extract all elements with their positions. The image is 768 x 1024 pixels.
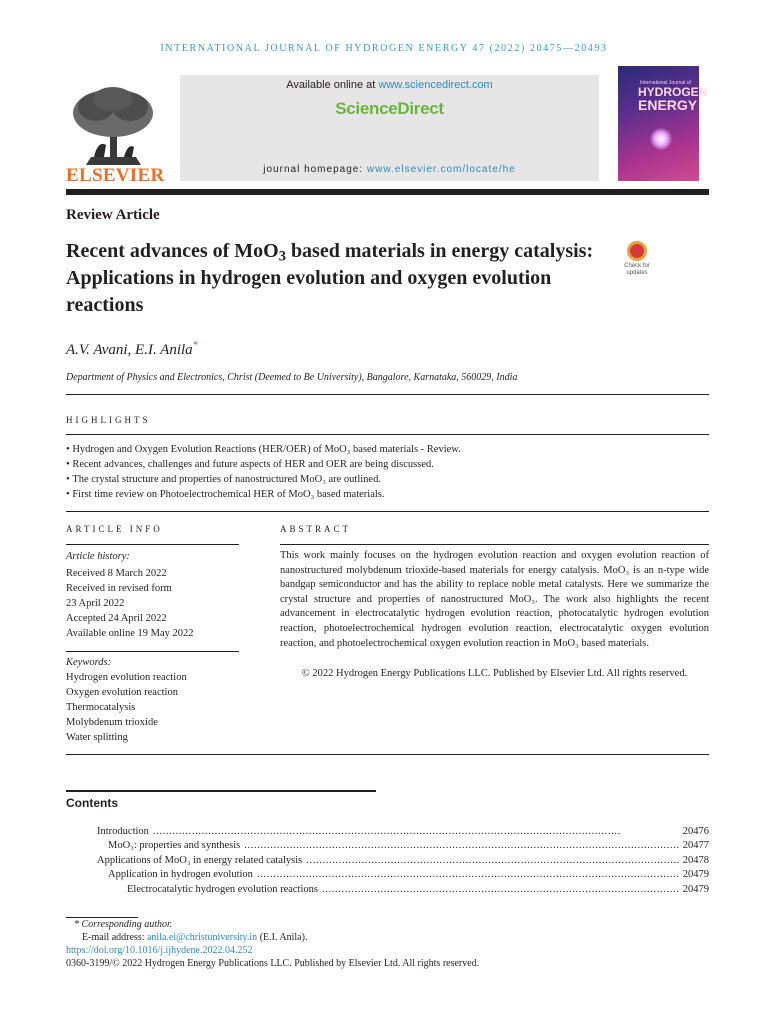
toc-label: Applications of MoO₃ in energy related catalysis bbox=[97, 855, 303, 866]
abstract-heading: ABSTRACT bbox=[280, 524, 352, 534]
keywords-label: Keywords: bbox=[66, 657, 112, 668]
abstract-copyright: © 2022 Hydrogen Energy Publications LLC. Published by Elsevier Ltd. All rights reserved. bbox=[301, 668, 688, 679]
divider bbox=[280, 544, 709, 545]
toc-leader bbox=[306, 854, 679, 868]
article-type: Review Article bbox=[66, 207, 160, 223]
cover-glow-graphic bbox=[650, 128, 672, 150]
check-for-updates-button[interactable] bbox=[620, 241, 654, 279]
divider bbox=[66, 544, 239, 545]
keyword: Thermocatalysis bbox=[66, 702, 136, 713]
toc-page: 20478 bbox=[682, 855, 709, 866]
available-online-line bbox=[180, 79, 599, 91]
toc-page: 20479 bbox=[682, 884, 709, 895]
email-suffix: (E.I. Anila). bbox=[257, 932, 308, 943]
history-entry: Received 8 March 2022 bbox=[66, 568, 167, 579]
article-info-heading: ARTICLE INFO bbox=[66, 524, 163, 534]
journal-homepage-line bbox=[180, 164, 599, 175]
toc-label: Introduction bbox=[97, 826, 149, 837]
cover-title-line1: HYDROGEN bbox=[638, 85, 708, 99]
authors-text: A.V. Avani, E.I. Anila bbox=[66, 342, 193, 358]
toc-leader bbox=[244, 839, 678, 853]
article-history bbox=[66, 566, 194, 641]
toc-label: Electrocatalytic hydrogen evolution reactions bbox=[127, 884, 318, 895]
check-updates-icon bbox=[627, 241, 647, 261]
title-part-2: based materials in energy catalysis: Applications in hydrogen evolution and oxygen evolution reactions bbox=[66, 240, 594, 316]
corresponding-author-note: * Corresponding author. bbox=[74, 919, 173, 930]
keyword: Molybdenum trioxide bbox=[66, 717, 158, 728]
journal-header-line: INTERNATIONAL JOURNAL OF HYDROGEN ENERGY 47 (2022) 20475—20493 bbox=[160, 43, 608, 54]
toc-page: 20476 bbox=[682, 826, 709, 837]
abstract-text: This work mainly focuses on the hydrogen evolution reaction and oxygen evolution reaction of nanostructured molybdenum trioxide-based materials for energy catalysis. MoO₃ is an n-type wide bandgap semiconductor and has the ability to replace noble metal catalysts. Here we summarize the crystal structure and properties of nanostructured MoO₃. The work also highlights the recent advancement in electrocatalytic hydrogen evolution reaction, photocatalytic hydrogen evolution reaction, photoelectrochemical hydrogen evolution reaction, electrocatalytic oxygen evolution reaction, and photoelectrochemical oxygen evolution reaction in MoO₃ based materials. bbox=[280, 550, 709, 649]
divider bbox=[66, 394, 709, 395]
keyword: Hydrogen evolution reaction bbox=[66, 672, 187, 683]
divider bbox=[66, 434, 709, 435]
email-link[interactable]: anila.ei@christuniversity.in bbox=[146, 932, 258, 943]
journal-homepage-link[interactable]: www.elsevier.com/locate/he bbox=[366, 164, 516, 175]
issn-copyright: 0360-3199/© 2022 Hydrogen Energy Publications LLC. Published by Elsevier Ltd. All rights reserved. bbox=[66, 958, 480, 969]
history-entry: Accepted 24 April 2022 bbox=[66, 613, 167, 624]
toc-label: MoO₃: properties and synthesis bbox=[108, 840, 241, 851]
toc-entry-introduction[interactable] bbox=[97, 825, 709, 839]
toc-leader bbox=[257, 868, 679, 882]
toc-entry-applications[interactable] bbox=[97, 854, 709, 868]
sciencedirect-wordmark: ScienceDirect bbox=[335, 99, 444, 118]
contents-rule bbox=[66, 790, 376, 792]
highlight-item: • First time review on Photoelectrochemical HER of MoO₃ based materials. bbox=[66, 487, 706, 502]
toc-entry-properties[interactable] bbox=[108, 839, 709, 853]
highlights-heading: HIGHLIGHTS bbox=[66, 415, 151, 425]
highlight-item: • Hydrogen and Oxygen Evolution Reactions (HER/OER) of MoO₃ based materials - Review. bbox=[66, 442, 706, 457]
highlight-item: • Recent advances, challenges and future aspects of HER and OER are being discussed. bbox=[66, 457, 706, 472]
toc-leader bbox=[322, 883, 679, 897]
corresponding-author-mark[interactable]: * bbox=[192, 340, 198, 351]
divider bbox=[66, 651, 239, 652]
divider bbox=[66, 754, 709, 755]
toc-leader bbox=[153, 825, 679, 839]
highlights-list bbox=[66, 442, 706, 502]
history-entry: 23 April 2022 bbox=[66, 598, 125, 609]
footnote-rule bbox=[66, 917, 138, 918]
article-title bbox=[66, 238, 606, 319]
cover-small-text: International Journal of bbox=[640, 80, 691, 86]
title-part-1: Recent advances of MoO bbox=[66, 240, 279, 262]
email-prefix: E-mail address: bbox=[82, 932, 147, 943]
homepage-prefix: journal homepage: bbox=[263, 164, 367, 175]
history-entry: Received in revised form bbox=[66, 583, 172, 594]
email-line bbox=[82, 932, 307, 943]
keyword: Oxygen evolution reaction bbox=[66, 687, 178, 698]
available-prefix: Available online at bbox=[286, 79, 379, 91]
affiliation: Department of Physics and Electronics, Christ (Deemed to Be University), Bangalore, Karnataka, 560029, India bbox=[66, 372, 518, 383]
elsevier-wordmark: ELSEVIER bbox=[66, 165, 165, 186]
cover-title-line2: ENERGY bbox=[638, 97, 698, 113]
doi-link[interactable]: https://doi.org/10.1016/j.ijhydene.2022.04.252 bbox=[66, 945, 253, 956]
article-history-label: Article history: bbox=[66, 551, 130, 562]
title-subscript: 3 bbox=[278, 248, 286, 265]
toc-page: 20477 bbox=[682, 840, 709, 851]
divider bbox=[66, 511, 709, 512]
toc-entry-hydrogen-evolution[interactable] bbox=[108, 868, 709, 882]
contents-heading: Contents bbox=[66, 796, 118, 810]
sciencedirect-link[interactable]: www.sciencedirect.com bbox=[378, 79, 493, 91]
highlight-item: • The crystal structure and properties of nanostructured MoO₃ are outlined. bbox=[66, 472, 706, 487]
toc-page: 20479 bbox=[682, 869, 709, 880]
history-entry: Available online 19 May 2022 bbox=[66, 628, 194, 639]
check-updates-label: Check for updates bbox=[624, 263, 650, 276]
keywords-list bbox=[66, 670, 187, 745]
toc-label: Application in hydrogen evolution bbox=[108, 869, 253, 880]
header-rule bbox=[66, 189, 709, 195]
author-list bbox=[66, 340, 198, 359]
keyword: Water splitting bbox=[66, 732, 128, 743]
toc-entry-electrocatalytic-her[interactable] bbox=[127, 883, 709, 897]
